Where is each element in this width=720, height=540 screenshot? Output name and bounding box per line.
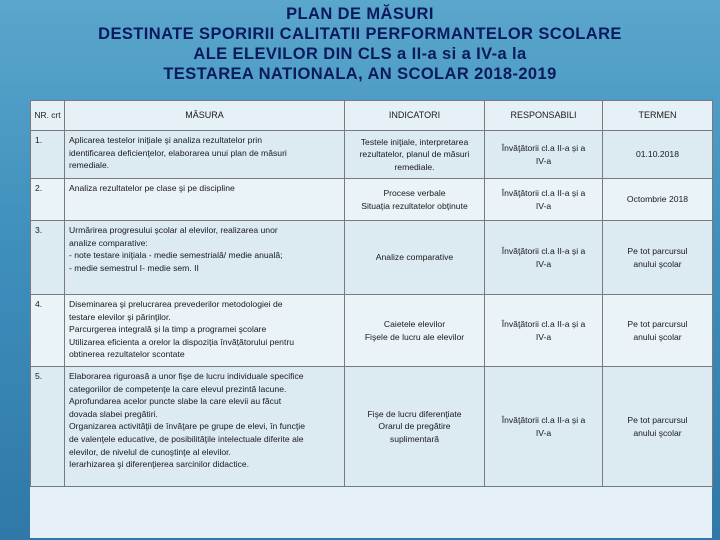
cell-indicatori-line: Situația rezultatelor obținute	[361, 200, 468, 211]
cell-responsabili-line: IV-a	[535, 200, 552, 211]
cell-termen-line: 01.10.2018	[635, 149, 679, 160]
table-row	[31, 221, 713, 295]
cell-indicatori-line: Fişele de lucru ale elevilor	[364, 331, 465, 342]
table-row	[31, 131, 713, 179]
page-title	[0, 4, 720, 84]
cell-responsabili-line: Învăţătorii cl.a II-a și a	[501, 142, 586, 153]
title-line-4: TESTAREA NATIONALA, AN SCOLAR 2018-2019	[163, 65, 557, 83]
cell-indicatori-line: Orarul de pregătire	[378, 421, 451, 432]
cell-nr: 4.	[31, 295, 65, 367]
cell-masura-line: remediale.	[69, 160, 110, 171]
measures-table	[30, 100, 713, 487]
cell-termen-line: Pe tot parcursul	[627, 318, 688, 329]
cell-indicatori-line: Testele iniţiale, interpretarea	[360, 136, 469, 147]
header-nr: NR. crt	[31, 101, 65, 131]
cell-responsabili	[485, 179, 603, 221]
cell-termen	[603, 131, 713, 179]
cell-indicatori-line: suplimentară	[389, 433, 440, 444]
cell-responsabili	[485, 295, 603, 367]
cell-nr: 3.	[31, 221, 65, 295]
cell-termen-line: anului şcolar	[633, 258, 682, 269]
cell-termen	[603, 367, 713, 487]
cell-termen	[603, 295, 713, 367]
measures-table-container	[30, 100, 712, 538]
cell-responsabili-line: Învăţătorii cl.a II-a și a	[501, 245, 586, 256]
title-line-2: DESTINATE SPORIRII CALITATII PERFORMANTELOR SCOLARE	[98, 25, 622, 43]
cell-responsabili-line: Învăţătorii cl.a II-a și a	[501, 414, 586, 425]
cell-masura-line: Parcurgerea integrală și la timp a programei şcolare	[69, 324, 267, 335]
cell-masura-line: analize comparative:	[69, 237, 148, 248]
cell-indicatori	[345, 179, 485, 221]
cell-indicatori	[345, 367, 485, 487]
cell-termen-line: Octombrie 2018	[626, 194, 689, 205]
cell-indicatori-line: Caietele elevilor	[383, 318, 446, 329]
cell-masura-line: testare elevilor şi părinţilor.	[69, 311, 171, 322]
cell-masura-line: categoriilor de competenţe la care elevul prezintă lacune.	[69, 383, 287, 394]
header-masura: MĂSURA	[65, 101, 345, 131]
cell-responsabili-line: IV-a	[535, 155, 552, 166]
cell-nr: 5.	[31, 367, 65, 487]
cell-termen-line: Pe tot parcursul	[627, 245, 688, 256]
cell-masura-line: elevilor, de nivelul de cunoştinţe al elevilor.	[69, 446, 231, 457]
cell-termen-line: Pe tot parcursul	[627, 414, 688, 425]
cell-termen-line: anului şcolar	[633, 331, 682, 342]
cell-indicatori-line: remediale.	[394, 161, 435, 172]
cell-masura-line: Utilizarea eficienta a orelor la dispoziția învățătorului pentru	[69, 336, 294, 347]
cell-masura	[65, 367, 345, 487]
cell-termen-line: anului şcolar	[633, 427, 682, 438]
cell-responsabili-line: IV-a	[535, 427, 552, 438]
title-line-1: PLAN DE MĂSURI	[286, 5, 434, 23]
cell-responsabili	[485, 367, 603, 487]
title-line-3: ALE ELEVILOR DIN CLS a II-a si a IV-a la	[193, 45, 527, 63]
cell-responsabili-line: IV-a	[535, 331, 552, 342]
cell-responsabili-line: IV-a	[535, 258, 552, 269]
cell-masura	[65, 179, 345, 221]
cell-responsabili-line: Învăţătorii cl.a II-a și a	[501, 318, 586, 329]
cell-indicatori-line: Procese verbale	[383, 187, 446, 198]
header-indicatori: INDICATORI	[345, 101, 485, 131]
table-row	[31, 295, 713, 367]
cell-indicatori-line: Fişe de lucru diferenţiate	[367, 408, 462, 419]
cell-masura-line: de valenţele educative, de posibilităţile intelectuale diferite ale	[69, 433, 304, 444]
cell-masura-line: Aplicarea testelor iniţiale şi analiza rezultatelor prin	[69, 135, 262, 145]
table-body	[31, 131, 713, 487]
table-row	[31, 179, 713, 221]
cell-indicatori	[345, 295, 485, 367]
header-responsabili: RESPONSABILI	[485, 101, 603, 131]
cell-responsabili	[485, 131, 603, 179]
cell-responsabili	[485, 221, 603, 295]
cell-responsabili-line: Învăţătorii cl.a II-a și a	[501, 187, 586, 198]
header-termen: TERMEN	[603, 101, 713, 131]
cell-masura-line: - medie semestrul I- medie sem. II	[69, 262, 199, 273]
cell-indicatori-line: Analize comparative	[375, 252, 454, 263]
cell-termen	[603, 179, 713, 221]
cell-masura-line: Organizarea activităţii de învăţare pe grupe de elevi, în funcţie	[69, 421, 305, 432]
cell-masura	[65, 131, 345, 179]
cell-masura-line: Aprofundarea acelor puncte slabe la care elevii au făcut	[69, 396, 282, 407]
cell-indicatori	[345, 221, 485, 295]
cell-termen	[603, 221, 713, 295]
cell-masura	[65, 221, 345, 295]
cell-nr: 1.	[31, 131, 65, 179]
cell-masura-line: Diseminarea şi prelucrarea prevederilor metodologiei de	[69, 299, 283, 309]
table-row	[31, 367, 713, 487]
cell-masura-line: identificarea deficienţelor, elaborarea unui plan de măsuri	[69, 147, 287, 158]
cell-masura-line: Analiza rezultatelor pe clase şi pe discipline	[69, 183, 235, 193]
cell-masura-line: Urmărirea progresului şcolar al elevilor, realizarea unor	[69, 225, 278, 235]
cell-masura-line: - note testare iniţiala - medie semestrială/ medie anuală;	[69, 250, 283, 261]
cell-masura-line: dovada slabei pregătiri.	[69, 408, 158, 419]
cell-indicatori	[345, 131, 485, 179]
cell-masura-line: obtinerea rezultatelor scontate	[69, 349, 185, 360]
cell-masura	[65, 295, 345, 367]
cell-masura-line: Elaborarea riguroasă a unor fişe de lucru individuale specifice	[69, 371, 304, 381]
cell-indicatori-line: rezultatelor, planul de măsuri	[359, 149, 470, 160]
cell-nr: 2.	[31, 179, 65, 221]
cell-masura-line: Ierarhizarea şi diferenţierea sarcinilor didactice.	[69, 459, 250, 470]
